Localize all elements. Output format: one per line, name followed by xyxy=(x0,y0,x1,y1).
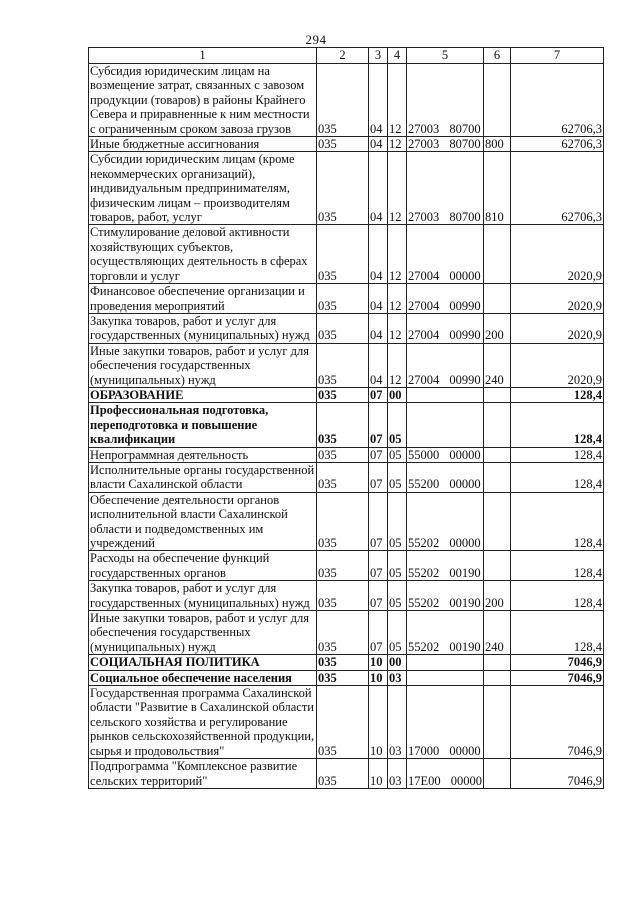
target-article-cell: 17Е00 00000 xyxy=(407,759,484,789)
amount-cell: 128,4 xyxy=(511,447,604,462)
section-code-cell: 04 xyxy=(369,137,388,152)
amount-cell: 128,4 xyxy=(511,387,604,402)
expense-type-cell xyxy=(484,551,511,581)
header-cell: 1 xyxy=(89,48,317,64)
table-row xyxy=(89,152,604,225)
target-article-cell: 17000 00000 xyxy=(407,686,484,759)
amount-cell: 128,4 xyxy=(511,581,604,611)
row-name-cell: Закупка товаров, работ и услуг для государственных (муниципальных) нужд xyxy=(89,581,317,611)
section-code-cell: 07 xyxy=(369,403,388,447)
amount-cell: 2020,9 xyxy=(511,284,604,314)
row-name-cell: ОБРАЗОВАНИЕ xyxy=(89,387,317,402)
ved-code-cell: 035 xyxy=(317,462,369,492)
ved-code-cell: 035 xyxy=(317,492,369,551)
target-article-cell: 55202 00000 xyxy=(407,492,484,551)
row-name-cell: Субсидия юридическим лицам на возмещение затрат, связанных с завозом продукции (товаров) в районы Крайнего Севера и приравненные к ним местности с ограниченным сроком завоза грузов xyxy=(89,64,317,137)
row-name-cell: Обеспечение деятельности органов исполнительной власти Сахалинской области и подведомственных им учреждений xyxy=(89,492,317,551)
table-row xyxy=(89,551,604,581)
amount-cell: 128,4 xyxy=(511,462,604,492)
subsection-code-cell: 05 xyxy=(388,492,407,551)
ved-code-cell: 035 xyxy=(317,581,369,611)
target-article-cell: 55202 00190 xyxy=(407,611,484,655)
subsection-code-cell: 05 xyxy=(388,581,407,611)
subsection-code-cell: 12 xyxy=(388,64,407,137)
amount-cell: 2020,9 xyxy=(511,313,604,343)
table-row xyxy=(89,611,604,655)
subsection-code-cell: 00 xyxy=(388,655,407,670)
subsection-code-cell: 05 xyxy=(388,462,407,492)
amount-cell: 62706,3 xyxy=(511,152,604,225)
section-code-cell: 07 xyxy=(369,551,388,581)
target-article-cell: 55200 00000 xyxy=(407,462,484,492)
table-row xyxy=(89,686,604,759)
expense-type-cell xyxy=(484,670,511,685)
expense-type-cell xyxy=(484,64,511,137)
row-name-cell: Расходы на обеспечение функций государственных органов xyxy=(89,551,317,581)
ved-code-cell: 035 xyxy=(317,225,369,284)
page-number: 294 xyxy=(305,32,327,47)
table-row xyxy=(89,581,604,611)
subsection-code-cell: 12 xyxy=(388,343,407,387)
table-row xyxy=(89,343,604,387)
subsection-code-cell: 05 xyxy=(388,551,407,581)
amount-cell: 7046,9 xyxy=(511,686,604,759)
section-code-cell: 07 xyxy=(369,447,388,462)
expense-type-cell: 200 xyxy=(484,313,511,343)
amount-cell: 128,4 xyxy=(511,403,604,447)
subsection-code-cell: 00 xyxy=(388,387,407,402)
expense-type-cell: 200 xyxy=(484,581,511,611)
section-code-cell: 04 xyxy=(369,343,388,387)
expense-type-cell xyxy=(484,284,511,314)
amount-cell: 128,4 xyxy=(511,611,604,655)
table-row xyxy=(89,655,604,670)
row-name-cell: Государственная программа Сахалинской области "Развитие в Сахалинской области сельского хозяйства и регулирование рынков сельскохозяйственной продукции, сырья и продовольствия" xyxy=(89,686,317,759)
section-code-cell: 04 xyxy=(369,313,388,343)
target-article-cell: 27004 00990 xyxy=(407,284,484,314)
header-cell: 6 xyxy=(484,48,511,64)
expense-type-cell: 240 xyxy=(484,611,511,655)
expense-type-cell xyxy=(484,462,511,492)
target-article-cell: 27003 80700 xyxy=(407,64,484,137)
target-article-cell: 27004 00000 xyxy=(407,225,484,284)
table-row xyxy=(89,64,604,137)
ved-code-cell: 035 xyxy=(317,759,369,789)
header-cell: 5 xyxy=(407,48,484,64)
header-cell: 7 xyxy=(511,48,604,64)
subsection-code-cell: 03 xyxy=(388,686,407,759)
table-row xyxy=(89,137,604,152)
row-name-cell: Закупка товаров, работ и услуг для государственных (муниципальных) нужд xyxy=(89,313,317,343)
section-code-cell: 04 xyxy=(369,152,388,225)
amount-cell: 7046,9 xyxy=(511,759,604,789)
expense-type-cell xyxy=(484,759,511,789)
ved-code-cell: 035 xyxy=(317,670,369,685)
section-code-cell: 10 xyxy=(369,655,388,670)
target-article-cell xyxy=(407,655,484,670)
expense-type-cell xyxy=(484,403,511,447)
expense-type-cell: 800 xyxy=(484,137,511,152)
subsection-code-cell: 12 xyxy=(388,152,407,225)
section-code-cell: 10 xyxy=(369,759,388,789)
target-article-cell: 55202 00190 xyxy=(407,551,484,581)
row-name-cell: Иные закупки товаров, работ и услуг для обеспечения государственных (муниципальных) нужд xyxy=(89,611,317,655)
amount-cell: 62706,3 xyxy=(511,137,604,152)
budget-table xyxy=(88,47,604,789)
expense-type-cell xyxy=(484,655,511,670)
ved-code-cell: 035 xyxy=(317,655,369,670)
row-name-cell: Исполнительные органы государственной власти Сахалинской области xyxy=(89,462,317,492)
header-row xyxy=(89,48,604,64)
expense-type-cell xyxy=(484,492,511,551)
table-row xyxy=(89,462,604,492)
ved-code-cell: 035 xyxy=(317,686,369,759)
table-row xyxy=(89,759,604,789)
section-code-cell: 07 xyxy=(369,462,388,492)
subsection-code-cell: 05 xyxy=(388,447,407,462)
ved-code-cell: 035 xyxy=(317,137,369,152)
amount-cell: 62706,3 xyxy=(511,64,604,137)
table-row xyxy=(89,313,604,343)
target-article-cell: 27004 00990 xyxy=(407,343,484,387)
ved-code-cell: 035 xyxy=(317,152,369,225)
amount-cell: 128,4 xyxy=(511,551,604,581)
subsection-code-cell: 12 xyxy=(388,284,407,314)
table-row xyxy=(89,447,604,462)
subsection-code-cell: 05 xyxy=(388,611,407,655)
row-name-cell: Субсидии юридическим лицам (кроме некоммерческих организаций), индивидуальным предпринимателям, физическим лицам – производителям товаров, работ, услуг xyxy=(89,152,317,225)
section-code-cell: 07 xyxy=(369,387,388,402)
subsection-code-cell: 12 xyxy=(388,313,407,343)
table-row xyxy=(89,403,604,447)
amount-cell: 7046,9 xyxy=(511,655,604,670)
subsection-code-cell: 03 xyxy=(388,670,407,685)
subsection-code-cell: 12 xyxy=(388,137,407,152)
section-code-cell: 07 xyxy=(369,492,388,551)
row-name-cell: Стимулирование деловой активности хозяйствующих субъектов, осуществляющих деятельность в сферах торговли и услуг xyxy=(89,225,317,284)
row-name-cell: Профессиональная подготовка, переподготовка и повышение квалификации xyxy=(89,403,317,447)
table-row xyxy=(89,387,604,402)
expense-type-cell: 240 xyxy=(484,343,511,387)
row-name-cell: Непрограммная деятельность xyxy=(89,447,317,462)
row-name-cell: Подпрограмма "Комплексное развитие сельских территорий" xyxy=(89,759,317,789)
amount-cell: 7046,9 xyxy=(511,670,604,685)
amount-cell: 128,4 xyxy=(511,492,604,551)
ved-code-cell: 035 xyxy=(317,551,369,581)
section-code-cell: 04 xyxy=(369,225,388,284)
section-code-cell: 07 xyxy=(369,581,388,611)
expense-type-cell xyxy=(484,686,511,759)
ved-code-cell: 035 xyxy=(317,343,369,387)
target-article-cell: 55202 00190 xyxy=(407,581,484,611)
row-name-cell: Финансовое обеспечение организации и проведения мероприятий xyxy=(89,284,317,314)
target-article-cell: 55000 00000 xyxy=(407,447,484,462)
subsection-code-cell: 03 xyxy=(388,759,407,789)
row-name-cell: Иные закупки товаров, работ и услуг для обеспечения государственных (муниципальных) нужд xyxy=(89,343,317,387)
target-article-cell: 27003 80700 xyxy=(407,152,484,225)
header-cell: 2 xyxy=(317,48,369,64)
ved-code-cell: 035 xyxy=(317,403,369,447)
header-cell: 4 xyxy=(388,48,407,64)
ved-code-cell: 035 xyxy=(317,611,369,655)
ved-code-cell: 035 xyxy=(317,313,369,343)
expense-type-cell xyxy=(484,447,511,462)
target-article-cell xyxy=(407,387,484,402)
ved-code-cell: 035 xyxy=(317,387,369,402)
expense-type-cell xyxy=(484,387,511,402)
row-name-cell: СОЦИАЛЬНАЯ ПОЛИТИКА xyxy=(89,655,317,670)
section-code-cell: 04 xyxy=(369,284,388,314)
ved-code-cell: 035 xyxy=(317,284,369,314)
target-article-cell: 27004 00990 xyxy=(407,313,484,343)
table-row xyxy=(89,670,604,685)
target-article-cell xyxy=(407,403,484,447)
table-row xyxy=(89,225,604,284)
target-article-cell xyxy=(407,670,484,685)
table-row xyxy=(89,284,604,314)
amount-cell: 2020,9 xyxy=(511,343,604,387)
table-row xyxy=(89,492,604,551)
expense-type-cell: 810 xyxy=(484,152,511,225)
header-cell: 3 xyxy=(369,48,388,64)
subsection-code-cell: 12 xyxy=(388,225,407,284)
row-name-cell: Социальное обеспечение населения xyxy=(89,670,317,685)
amount-cell: 2020,9 xyxy=(511,225,604,284)
ved-code-cell: 035 xyxy=(317,64,369,137)
expense-type-cell xyxy=(484,225,511,284)
ved-code-cell: 035 xyxy=(317,447,369,462)
section-code-cell: 07 xyxy=(369,611,388,655)
section-code-cell: 10 xyxy=(369,686,388,759)
target-article-cell: 27003 80700 xyxy=(407,137,484,152)
row-name-cell: Иные бюджетные ассигнования xyxy=(89,137,317,152)
section-code-cell: 04 xyxy=(369,64,388,137)
section-code-cell: 10 xyxy=(369,670,388,685)
subsection-code-cell: 05 xyxy=(388,403,407,447)
